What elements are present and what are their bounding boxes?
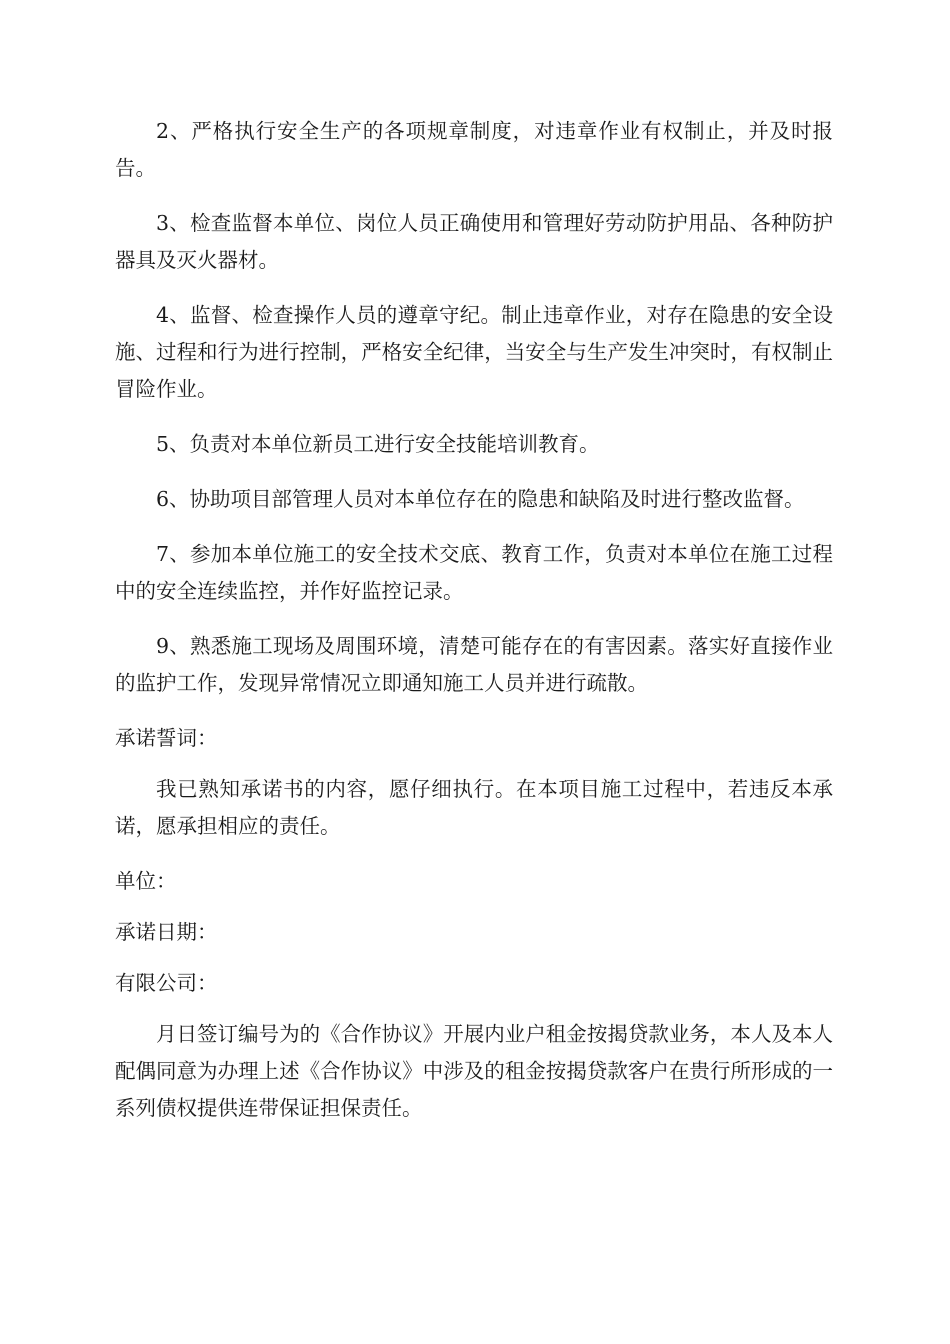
paragraph-item-2: 2、严格执行安全生产的各项规章制度，对违章作业有权制止，并及时报告。 bbox=[115, 119, 833, 180]
paragraph-item-4: 4、监督、检查操作人员的遵章守纪。制止违章作业，对存在隐患的安全设施、过程和行为进行控制，严格安全纪律，当安全与生产发生冲突时，有权制止冒险作业。 bbox=[115, 303, 833, 401]
unit-label: 单位： bbox=[115, 869, 177, 893]
paragraph-item-9: 9、熟悉施工现场及周围环境，清楚可能存在的有害因素。落实好直接作业的监护工作，发现异常情况立即通知施工人员并进行疏散。 bbox=[115, 634, 833, 695]
company-label: 有限公司： bbox=[115, 971, 218, 995]
paragraph-item-6: 6、协助项目部管理人员对本单位存在的隐患和缺陷及时进行整改监督。 bbox=[156, 487, 805, 511]
pledge-heading: 承诺誓词： bbox=[115, 726, 218, 750]
paragraph-item-3: 3、检查监督本单位、岗位人员正确使用和管理好劳动防护用品、各种防护器具及灭火器材。 bbox=[115, 211, 833, 272]
final-paragraph: 月日签订编号为的《合作协议》开展内业户租金按揭贷款业务，本人及本人配偶同意为办理上述《合作协议》中涉及的租金按揭贷款客户在贵行所形成的一系列债权提供连带保证担保责任。 bbox=[115, 1022, 833, 1120]
paragraph-item-5: 5、负责对本单位新员工进行安全技能培训教育。 bbox=[156, 432, 600, 456]
paragraph-item-7: 7、参加本单位施工的安全技术交底、教育工作，负责对本单位在施工过程中的安全连续监控，并作好监控记录。 bbox=[115, 542, 833, 603]
date-label: 承诺日期： bbox=[115, 920, 218, 944]
document-page bbox=[115, 113, 833, 1145]
pledge-text: 我已熟知承诺书的内容，愿仔细执行。在本项目施工过程中，若违反本承诺，愿承担相应的责任。 bbox=[115, 777, 833, 838]
